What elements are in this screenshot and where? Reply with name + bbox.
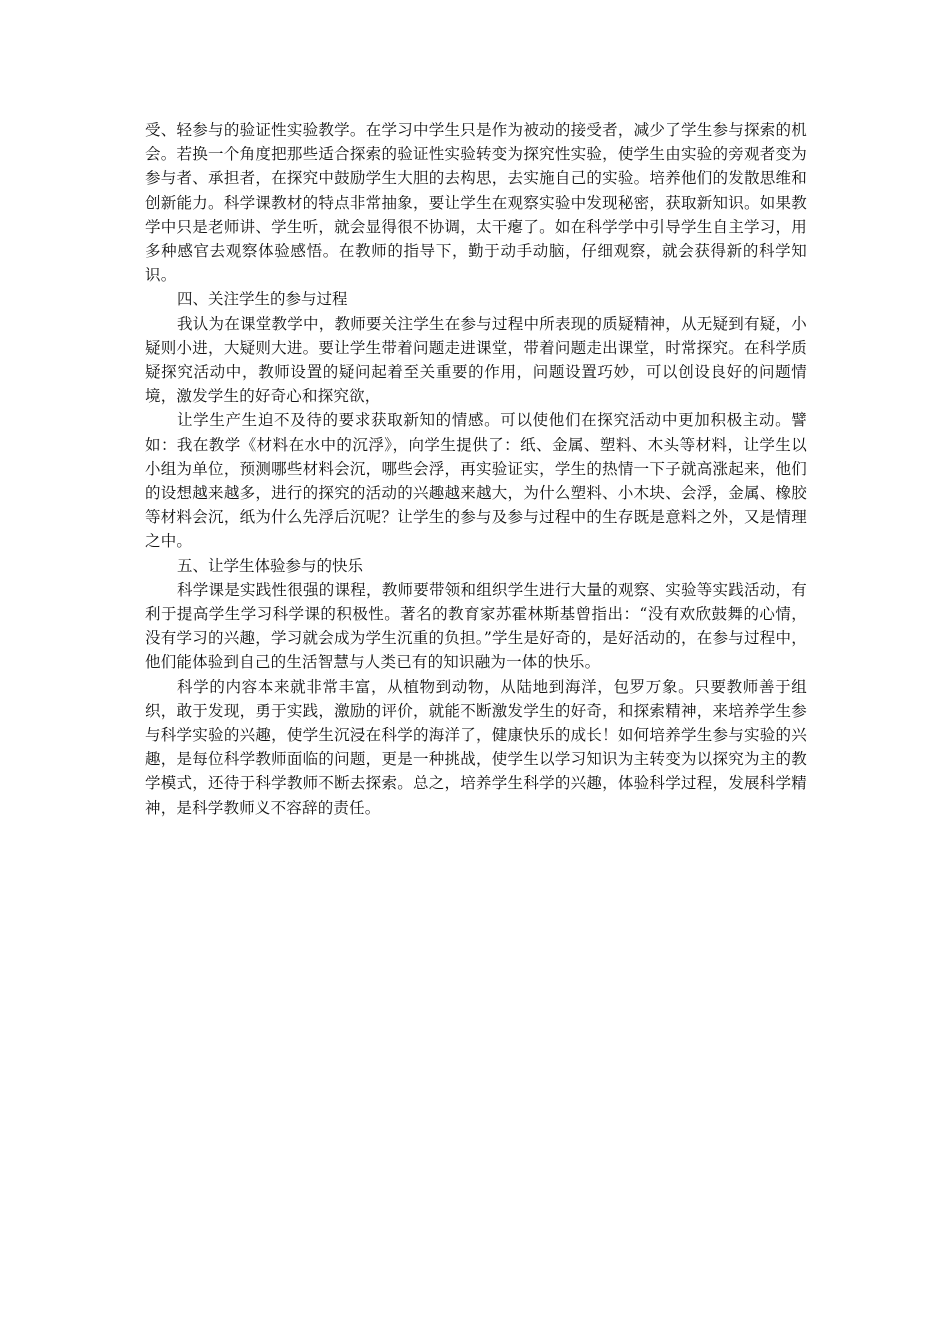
paragraph-practical-course: 科学课是实践性很强的课程，教师要带领和组织学生进行大量的观察、实验等实践活动，有利于提高学生学习科学课的积极性。著名的教育家苏霍林斯基曾指出：“没有欢欣鼓舞的心情，没有学习的兴趣，学习就会成为学生沉重的负担。”学生是好奇的，是好活动的，在参与过程中，他们能体验到自己的生活智慧与人类已有的知识融为一体的快乐。 (145, 580, 807, 672)
paragraph-sink-float-example: 让学生产生迫不及待的要求获取新知的情感。可以使他们在探究活动中更加积极主动。譬如：我在教学《材料在水中的沉浮》，向学生提供了：纸、金属、塑料、木头等材料，让学生以小组为单位，预测哪些材料会沉，哪些会浮，再实验证实，学生的热情一下子就高涨起来，他们的设想越来越多，进行的探究的活动的兴趣越来越大，为什么塑料、小木块、会浮，金属、橡胶等材料会沉，纸为什么先浮后沉呢？让学生的参与及参与过程中的生存既是意料之外，又是情理之中。 (145, 411, 807, 551)
paragraph-verification-experiments: 受、轻参与的验证性实验教学。在学习中学生只是作为被动的接受者，减少了学生参与探索的机会。若换一个角度把那些适合探索的验证性实验转变为探究性实验，使学生由实验的旁观者变为参与者、承担者，在探究中鼓励学生大胆的去构思，去实施自己的实验。培养他们的发散思维和创新能力。科学课教材的特点非常抽象，要让学生在观察实验中发现秘密，获取新知识。如果教学中只是老师讲、学生听，就会显得很不协调，太干瘪了。如在科学学中引导学生自主学习，用多种感官去观察体验感悟。在教师的指导下，勤于动手动脑，仔细观察，就会获得新的科学知识。 (145, 121, 807, 285)
section-heading-joy-of-participation: 五、让学生体验参与的快乐 (177, 556, 364, 575)
section-heading-participation-process: 四、关注学生的参与过程 (177, 290, 348, 309)
paragraph-conclusion: 科学的内容本来就非常丰富，从植物到动物，从陆地到海洋，包罗万象。只要教师善于组织，敢于发现，勇于实践，激励的评价，就能不断激发学生的好奇，和探索精神，来培养学生参与科学实验的兴趣，使学生沉浸在科学的海洋了，健康快乐的成长！如何培养学生参与实验的兴趣，是每位科学教师面临的问题，更是一种挑战，使学生以学习知识为主转变为以探究为主的教学模式，还待于科学教师不断去探索。总之，培养学生科学的兴趣，体验科学过程，发展科学精神，是科学教师义不容辞的责任。 (145, 677, 807, 817)
paragraph-questioning-spirit: 我认为在课堂教学中，教师要关注学生在参与过程中所表现的质疑精神，从无疑到有疑，小疑则小进，大疑则大进。要让学生带着问题走进课堂，带着问题走出课堂，时常探究。在科学质疑探究活动中，教师设置的疑问起着至关重要的作用，问题设置巧妙，可以创设良好的问题情境，激发学生的好奇心和探究欲， (145, 314, 807, 406)
document-page (145, 118, 807, 820)
